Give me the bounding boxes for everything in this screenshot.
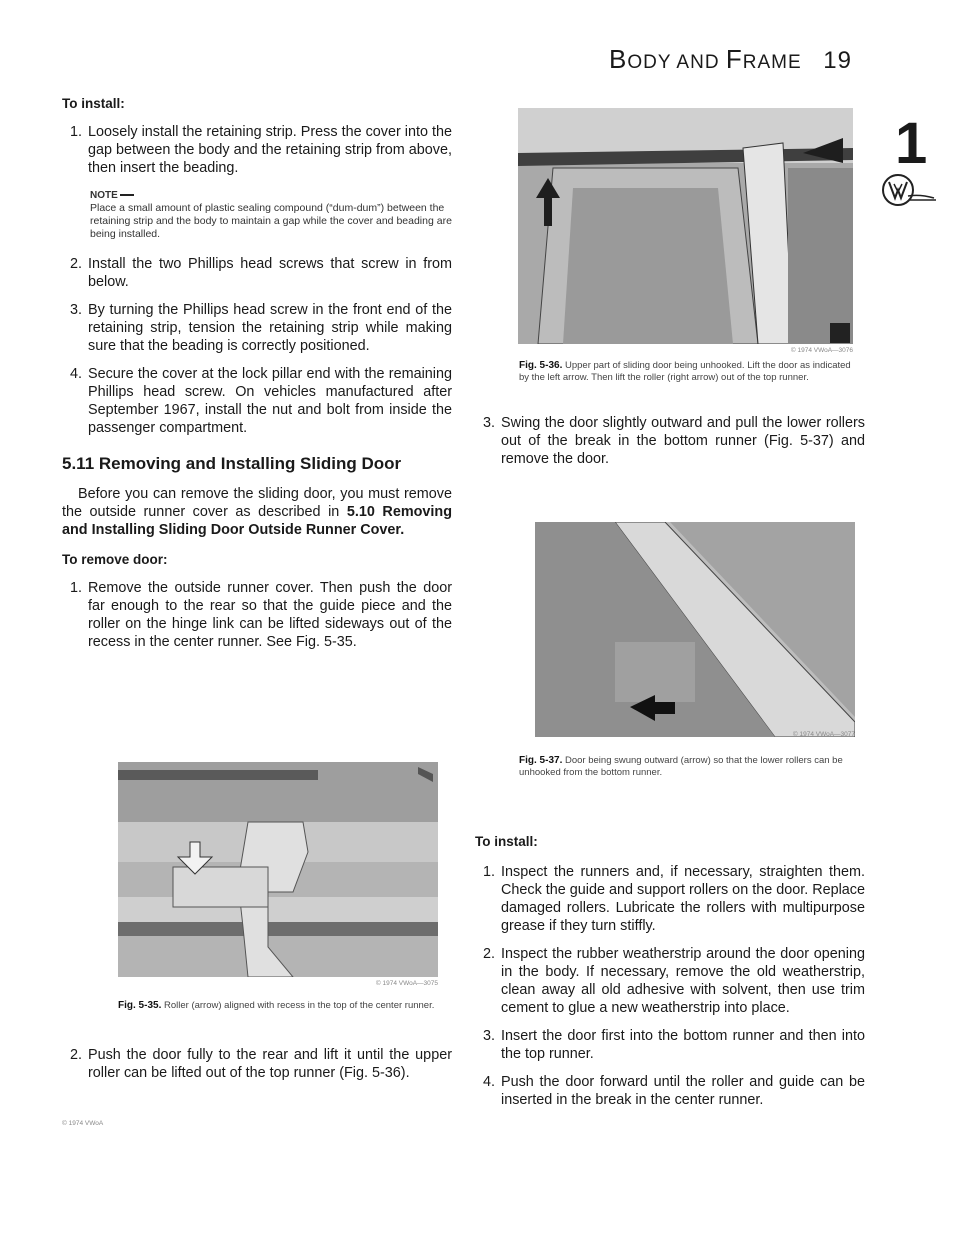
step-item: 4. Push the door forward until the roller and guide can be inserted in the break in the center runner. (483, 1074, 865, 1108)
page-number: 19 (823, 47, 852, 74)
fig-5-37-photo (535, 522, 855, 737)
intro-paragraph: Before you can remove the sliding door, you must remove the outside runner cover as described in 5.10 Removing and Installing Sliding Door Outside Runner Cover. (62, 486, 453, 538)
note-text: Place a small amount of plastic sealing compound (“dum-dum”) between the retaining strip and the body to maintain a gap while the cover and beading are being installed. (90, 202, 452, 240)
fig-5-37-caption: Fig. 5-37. Door being swung outward (arrow) so that the lower rollers can be unhooked from the bottom runner. (519, 755, 843, 778)
step-item: 2. Inspect the rubber weatherstrip around the door opening in the body. If necessary, remove the old weatherstrip, clean away all old adhesive with solvent, then use trim cement to glue a new weatherstrip into place. (483, 946, 865, 1016)
right-column-install (475, 833, 865, 1109)
section-title: 5.11 Removing and Installing Sliding Door (62, 454, 402, 473)
step-item: 2. Install the two Phillips head screws that screw in from below. (70, 256, 452, 290)
step-item: 1. Inspect the runners and, if necessary, straighten them. Check the guide and support rollers on the door. Replace damaged rollers. Lubricate the rollers with multipurpose grease if they turn stiffly. (483, 864, 865, 934)
step-item: 4. Secure the cover at the lock pillar end with the remaining Phillips head screw. On vehicles manufactured after September 1967, install the nut and bolt from inside the passenger compartment. (70, 366, 452, 436)
left-column (62, 95, 452, 651)
vw-logo-icon (878, 170, 938, 219)
install-steps-right (475, 863, 865, 1109)
fig-5-37-credit: © 1974 VWoA—3077 (792, 731, 855, 738)
right-column-steps-c (475, 414, 865, 468)
install-steps-b (62, 255, 452, 437)
left-column-bottom (62, 1046, 452, 1082)
step-item: 3. By turning the Phillips head screw in the front end of the retaining strip, tension the retaining strip while making sure that the beading is correctly positioned. (70, 302, 452, 354)
step-item: 2. Push the door fully to the rear and lift it until the upper roller can be lifted out of the top runner (Fig. 5-36). (70, 1047, 452, 1081)
fig-5-36-credit: © 1974 VWoA—3076 (790, 347, 853, 354)
running-header: BODY AND FRAME 19 (609, 44, 852, 74)
note-block: NOTE Place a small amount of plastic sealing compound (“dum-dum”) between the retaining strip and the body to maintain a gap while the cover and beading are being installed. (90, 190, 452, 240)
fig-5-36-caption: Fig. 5-36. Upper part of sliding door being unhooked. Lift the door as indicated by the left arrow. Then lift the roller (right arrow) out of the top runner. (519, 360, 851, 383)
chapter-number: 1 (895, 111, 928, 176)
remove-heading: To remove door: (62, 552, 168, 567)
step-item: 3. Insert the door first into the bottom runner and then into the top runner. (483, 1028, 865, 1062)
step-item: 1. Remove the outside runner cover. Then push the door far enough to the rear so that the guide piece and the roller on the hinge link can be lifted sideways out of the recess in the center runner. See Fig. 5-35. (70, 580, 452, 650)
fig-5-35-caption: Fig. 5-35. Roller (arrow) aligned with recess in the top of the center runner. (118, 1000, 435, 1011)
remove-steps-b (62, 1046, 452, 1082)
remove-steps-a (62, 579, 452, 651)
fig-5-36-photo (518, 108, 853, 344)
step-item: 3. Swing the door slightly outward and pull the lower rollers out of the break in the bottom runner (Fig. 5-37) and remove the door. (483, 415, 865, 467)
install-steps-a (62, 123, 452, 177)
fig-5-35-credit: © 1974 VWoA—3075 (375, 980, 438, 987)
page-footer-credit: © 1974 VWoA (62, 1120, 104, 1127)
step-item: 1. Loosely install the retaining strip. Press the cover into the gap between the body and the retaining strip from above, then insert the beading. (70, 124, 453, 176)
install-heading: To install: (62, 96, 125, 111)
install-heading-right: To install: (475, 834, 538, 849)
fig-5-35-photo (118, 762, 438, 977)
